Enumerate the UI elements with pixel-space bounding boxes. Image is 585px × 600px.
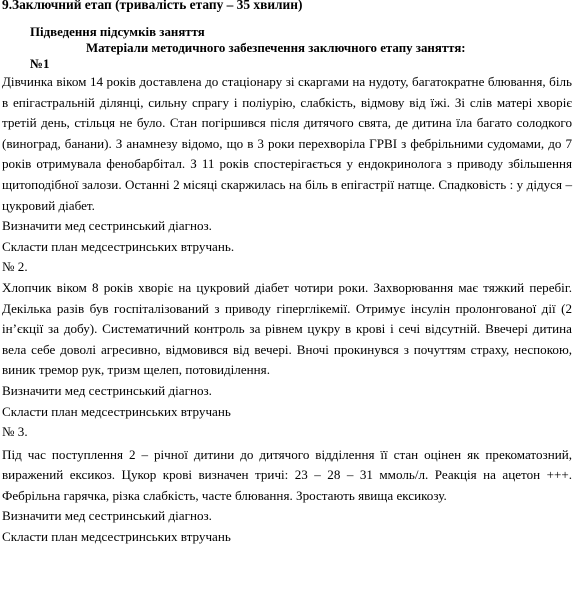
- case-3-task-plan: Скласти план медсестринських втручань: [2, 529, 231, 545]
- case-1-task-diagnosis: Визначити мед сестринський діагноз.: [2, 218, 212, 234]
- case-1-number: №1: [30, 57, 50, 71]
- case-2-task-diagnosis: Визначити мед сестринський діагноз.: [2, 382, 212, 398]
- case-2: [0, 257, 585, 422]
- case-1-text: Дівчинка віком 14 років доставлена до стаціонару зі скаргами на нудоту, багатократне блювання, біль в епігастральній ділянці, сильну спрагу і поліурію, слабкість, відмову від їжі. Зі слів матері хворіє третій день, стільця не було. Стан погіршився після дитячого свята, де дитина їла багато солодкого (виноград, банани). З анамнезу відомо, що в 3 роки перехворіла ГРВІ з фебрільними судомами, до 7 років отримувала фенобарбітал. З 11 років спостерігається у ендокринолога з приводу збільшення щитоподібної залози. Останні 2 місяці скаржилась на біль в епігастрії натще. Спадковість : у дідуся – цукровий діабет.: [2, 74, 572, 213]
- case-1: [0, 56, 585, 257]
- case-2-task-plan: Скласти план медсестринських втручань: [2, 403, 231, 419]
- case-2-text: Хлопчик віком 8 років хворіє на цукровий діабет чотири роки. Захворювання має тяжкий перебіг. Декілька разів був госпіталізований з приводу гіперглікемії. Отримує інсулін пролонгованої дії (2 ін’єкції за добу). Систематичний контроль за рівнем цукру в крові і сечі відсутній. Ввечері дитина вела себе доволі агресивно, відмовився від вечері. Вночі прокинувся з почуттям страху, неспокою, виник тремор рук, тризм щелеп, потовиділення.: [2, 279, 572, 378]
- case-3-task-diagnosis: Визначити мед сестринський діагноз.: [2, 508, 212, 524]
- summary-heading: Підведення підсумків заняття: [30, 25, 205, 39]
- stage-heading: 9.Заключний етап (тривалість етапу – 35 хвилин): [2, 0, 303, 12]
- materials-heading: Матеріали методичного забезпечення заключного етапу заняття:: [86, 41, 466, 55]
- case-1-task-plan: Скласти план медсестринських втручань.: [2, 238, 235, 254]
- case-2-number: № 2.: [2, 259, 28, 275]
- case-3: [0, 422, 585, 548]
- case-3-text: Під час поступлення 2 – річної дитини до дитячого відділення її стан оцінен як прекоматозний, виражений ексикоз. Цукор крові визначен тричі: 23 – 28 – 31 ммоль/л. Реакція на ацетон +++. Фебрільна гарячка, різка слабкість, часте блювання. Зростають явища ексикозу.: [2, 446, 572, 503]
- case-3-number: № 3.: [2, 424, 28, 440]
